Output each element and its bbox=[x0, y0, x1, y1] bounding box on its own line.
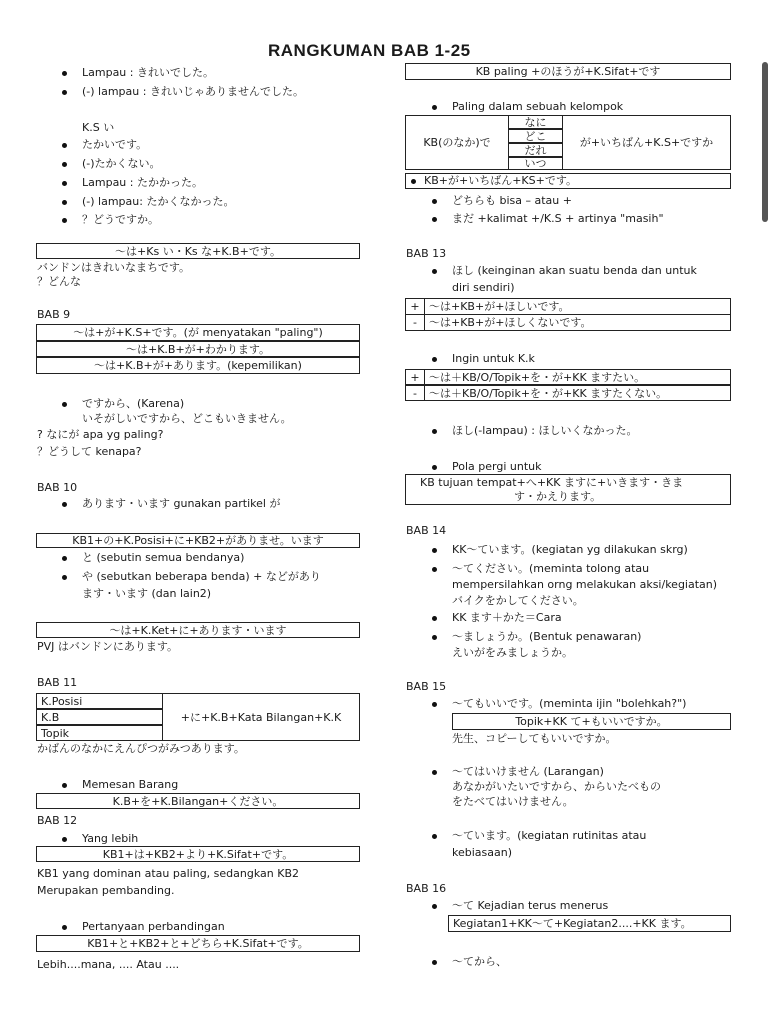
bullet bbox=[432, 269, 437, 274]
table-cell: KB(のなか)で bbox=[405, 115, 509, 170]
note-line: Merupakan pembanding. bbox=[37, 884, 175, 897]
bullet bbox=[62, 575, 67, 580]
example-line: PVJ はバンドンにあります。 bbox=[37, 640, 179, 653]
section-heading: BAB 15 bbox=[406, 680, 447, 693]
formula-row: ～は+K.B+が+あります。(kepemilikan) bbox=[36, 357, 360, 374]
bullet-text: KK ます＋かた＝Cara bbox=[452, 611, 562, 624]
table-cell: K.B bbox=[36, 709, 163, 725]
bullet-text: Ingin untuk K.k bbox=[452, 352, 535, 365]
bullet bbox=[432, 904, 437, 909]
bullet-text: ～ています。(kegiatan rutinitas atau bbox=[452, 829, 647, 842]
formula-box: KB paling +のほうが+K.Sifat+です bbox=[405, 63, 731, 80]
bullet bbox=[432, 567, 437, 572]
example-line: をたべてはいけません。 bbox=[452, 795, 574, 808]
bullet bbox=[62, 143, 67, 148]
bullet bbox=[62, 925, 67, 930]
formula-box: KB1+は+KB2+より+K.Sifat+です。 bbox=[36, 846, 360, 862]
example-line: 先生、コピーしてもいいですか。 bbox=[452, 732, 617, 745]
formula-line: KB tujuan tempat+へ+KK ますに+いきます・きま bbox=[420, 476, 684, 489]
table-cell: だれ bbox=[508, 143, 563, 157]
formula-box: ～は+K.Ket+に+あります・います bbox=[36, 622, 360, 638]
sign-cell: + bbox=[405, 369, 425, 385]
sign-cell: - bbox=[405, 314, 425, 331]
bullet-text: diri sendiri) bbox=[452, 281, 515, 294]
formula-row-text: KB+が+いちばん+KS+です。 bbox=[424, 174, 577, 187]
bullet bbox=[62, 556, 67, 561]
bullet-text: ます・います (dan lain2) bbox=[82, 587, 212, 600]
bullet-text: と (sebutin semua bendanya) bbox=[82, 551, 245, 564]
formula-box: KB1+の+K.Posisi+に+KB2+がありませ。います bbox=[36, 533, 360, 548]
note-line: ？どうして kenapa? bbox=[37, 445, 142, 458]
intro-line: たかいです。 bbox=[82, 138, 148, 151]
note-line: KB1 yang dominan atau paling, sedangkan KB2 bbox=[37, 867, 299, 880]
bullet bbox=[62, 90, 67, 95]
intro-line: (-) lampau : きれいじゃありませんでした。 bbox=[82, 85, 304, 98]
bullet-text: ～てもいいです。(meminta ijin "bolehkah?") bbox=[452, 697, 687, 710]
sign-cell: + bbox=[405, 298, 425, 315]
formula-row: ～は+が+K.S+です。(が menyatakan "paling") bbox=[36, 324, 360, 341]
bullet-text: ～てください。(meminta tolong atau bbox=[452, 562, 650, 575]
bullet bbox=[62, 71, 67, 76]
bullet-text: ～てはいけません (Larangan) bbox=[452, 765, 604, 778]
formula-row: ～は+KB+が+ほしくないです。 bbox=[424, 314, 731, 331]
bullet bbox=[432, 357, 437, 362]
bullet-text: KK～ています。(kegiatan yg dilakukan skrg) bbox=[452, 543, 688, 556]
table-cell: K.Posisi bbox=[36, 693, 163, 709]
bullet-text: まだ +kalimat +/K.S + artinya "masih" bbox=[452, 212, 664, 225]
bullet-text: ほし(-lampau) : ほしいくなかった。 bbox=[452, 424, 638, 437]
example-line: バンドンはきれいなまちです。 bbox=[37, 261, 191, 274]
bullet-text: あります・います gunakan partikel が bbox=[82, 497, 281, 510]
formula-row: ～は+KB+が+ほしいです。 bbox=[424, 298, 731, 315]
intro-line: K.S い bbox=[82, 121, 115, 134]
bullet-text: や (sebutkan beberapa benda) + などがあり bbox=[82, 570, 321, 583]
bullet bbox=[432, 199, 437, 204]
bullet bbox=[432, 429, 437, 434]
bullet bbox=[432, 702, 437, 707]
formula-box: ～は+Ks い・Ks な+K.B+です。 bbox=[36, 243, 360, 259]
section-heading: BAB 13 bbox=[406, 247, 447, 260]
bullet-text: どちらも bisa – atau + bbox=[452, 194, 572, 207]
section-heading: BAB 12 bbox=[37, 814, 78, 827]
bullet bbox=[432, 105, 437, 110]
bullet-text: Pola pergi untuk bbox=[452, 460, 542, 473]
formula-line: す・かえります。 bbox=[514, 490, 602, 503]
example-line: バイクをかしてください。 bbox=[452, 594, 584, 607]
bullet-text: ～ましょうか。(Bentuk penawaran) bbox=[452, 630, 642, 643]
table-cell: +に+K.B+Kata Bilangan+K.K bbox=[162, 693, 360, 741]
formula-box: KB1+と+KB2+と+どちら+K.Sifat+です。 bbox=[36, 935, 360, 952]
section-heading: BAB 16 bbox=[406, 882, 447, 895]
formula-row: ～は＋KB/O/Topik+を・が+KK ますたい。 bbox=[424, 369, 731, 385]
formula-box: K.B+を+K.Bilangan+ください。 bbox=[36, 793, 360, 809]
bullet bbox=[432, 548, 437, 553]
bullet bbox=[411, 179, 416, 184]
table-cell: いつ bbox=[508, 157, 563, 170]
intro-line: (-)たかくない。 bbox=[82, 157, 161, 170]
example-line: えいがをみましょうか。 bbox=[452, 646, 573, 659]
section-heading: BAB 14 bbox=[406, 524, 447, 537]
bullet-text: Paling dalam sebuah kelompok bbox=[452, 100, 624, 113]
page-title: RANGKUMAN BAB 1-25 bbox=[268, 41, 471, 60]
bullet bbox=[62, 502, 67, 507]
example-line: あなかがいたいですから、からいたべもの bbox=[452, 780, 661, 793]
intro-line: (-) lampau: たかくなかった。 bbox=[82, 195, 235, 208]
bullet-text: kebiasaan) bbox=[452, 846, 513, 859]
formula-box: Kegiatan1+KK～て+Kegiatan2....+KK ます。 bbox=[448, 915, 731, 932]
bullet bbox=[62, 218, 67, 223]
bullet-text: いそがしいですから、どこもいきません。 bbox=[82, 412, 292, 425]
bullet-text: ～て Kejadian terus menerus bbox=[452, 899, 609, 912]
bullet bbox=[62, 837, 67, 842]
bullet-text: Yang lebih bbox=[82, 832, 139, 845]
sign-cell: - bbox=[405, 385, 425, 401]
bullet bbox=[432, 770, 437, 775]
table-cell: どこ bbox=[508, 129, 563, 143]
bullet bbox=[432, 834, 437, 839]
bullet-text: ～てから、 bbox=[452, 955, 507, 968]
table-cell: Topik bbox=[36, 725, 163, 741]
section-heading: BAB 11 bbox=[37, 676, 78, 689]
example-line: かばんのなかにえんぴつがみつあります。 bbox=[37, 742, 245, 755]
section-heading: BAB 9 bbox=[37, 308, 71, 321]
bullet-text: ですから、(Karena) bbox=[82, 397, 185, 410]
bullet bbox=[432, 635, 437, 640]
bullet bbox=[432, 616, 437, 621]
bullet bbox=[62, 783, 67, 788]
bullet bbox=[62, 402, 67, 407]
table-cell: が+いちばん+K.S+ですか bbox=[562, 115, 731, 170]
bullet-text: ほし (keinginan akan suatu benda dan untuk bbox=[452, 264, 697, 277]
note-line: Lebih....mana, .... Atau .... bbox=[37, 958, 180, 971]
bullet bbox=[62, 162, 67, 167]
example-line: ？どんな bbox=[37, 275, 81, 288]
bullet bbox=[432, 465, 437, 470]
bullet-text: Pertanyaan perbandingan bbox=[82, 920, 225, 933]
table-cell: なに bbox=[508, 115, 563, 129]
bullet bbox=[62, 200, 67, 205]
intro-line: ？どうですか。 bbox=[82, 213, 159, 226]
bullet-text: Memesan Barang bbox=[82, 778, 179, 791]
bullet bbox=[432, 217, 437, 222]
intro-line: Lampau : たかかった。 bbox=[82, 176, 203, 189]
scrollbar[interactable] bbox=[762, 62, 768, 222]
formula-row: ～は+K.B+が+わかります。 bbox=[36, 341, 360, 357]
bullet bbox=[62, 181, 67, 186]
section-heading: BAB 10 bbox=[37, 481, 78, 494]
formula-row: ～は＋KB/O/Topik+を・が+KK ますたくない。 bbox=[424, 385, 731, 401]
intro-line: Lampau : きれいでした。 bbox=[82, 66, 214, 79]
bullet-text: mempersilahkan orng melakukan aksi/kegiatan) bbox=[452, 578, 718, 591]
note-line: ? なにが apa yg paling? bbox=[37, 428, 164, 441]
formula-box: Topik+KK て+もいいですか。 bbox=[452, 713, 731, 730]
bullet bbox=[432, 960, 437, 965]
